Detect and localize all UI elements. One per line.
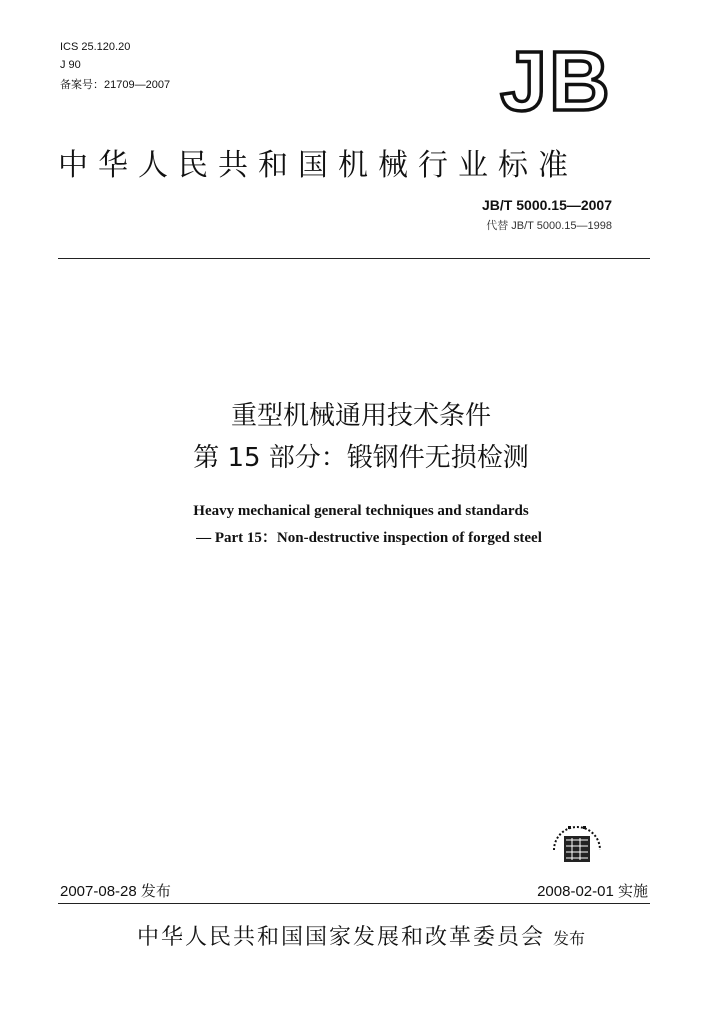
header-divider	[58, 258, 650, 259]
publisher-name: 中华人民共和国国家发展和改革委员会	[136, 925, 545, 950]
standard-category-title: 中华人民共和国机械行业标准	[58, 148, 578, 183]
document-title-en-line2: — Part 15：Non-destructive inspection of forged steel	[196, 530, 542, 546]
jb-logo-text: JB	[500, 40, 612, 118]
publisher-seal-icon	[548, 820, 606, 872]
footer-divider	[58, 903, 650, 904]
classification-code: J 90	[60, 59, 81, 71]
document-title-zh-line1: 重型机械通用技术条件	[230, 401, 491, 431]
record-number: 备案号：21709—2007	[60, 79, 171, 91]
document-title-en-line1: Heavy mechanical general techniques and standards	[193, 503, 529, 519]
jb-logo	[490, 40, 622, 118]
replaced-standard: 代替 JB/T 5000.15—1998	[486, 220, 612, 232]
publisher-line	[0, 920, 722, 951]
document-title-zh-line2: 第 15 部分：锻钢件无损检测	[193, 443, 529, 473]
publisher-suffix: 发布	[553, 929, 586, 948]
implementation-date: 2008-02-01 实施	[537, 883, 648, 900]
standard-code: JB/T 5000.15—2007	[482, 197, 612, 213]
issue-date: 2007-08-28 发布	[60, 883, 171, 900]
ics-code: ICS 25.120.20	[60, 41, 131, 53]
